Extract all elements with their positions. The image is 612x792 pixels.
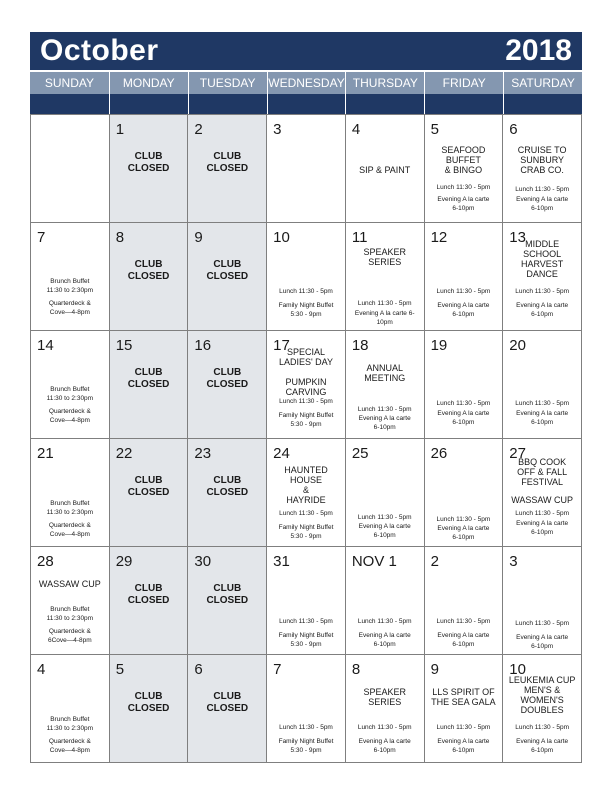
- club-closed-label: CLUB CLOSED: [127, 583, 170, 606]
- day-number: 27: [509, 445, 526, 462]
- event-title: LLS SPIRIT OF THE SEA GALA: [431, 687, 496, 707]
- event-hours: Evening A la carte 6-10pm: [437, 632, 490, 648]
- day-cell: [503, 331, 582, 439]
- day-number: 6: [194, 661, 203, 678]
- event-hours: Evening A la carte 6-10pm: [437, 410, 490, 426]
- day-number: 4: [37, 661, 46, 678]
- day-number: 23: [194, 445, 212, 462]
- event-hours: Evening A la carte 6-10pm: [358, 738, 411, 754]
- day-number: 15: [115, 337, 133, 354]
- weekday-wednesday: WEDNESDAY: [267, 72, 346, 94]
- day-cell: [425, 655, 504, 763]
- day-cell: [31, 439, 110, 547]
- club-closed-label: CLUB CLOSED: [127, 691, 170, 714]
- day-number: 7: [37, 229, 46, 246]
- event-hours: Lunch 11:30 - 5pm: [436, 516, 491, 523]
- event-title: BBQ COOK OFF & FALL FESTIVAL: [517, 457, 568, 487]
- day-cell: [425, 547, 504, 655]
- day-cell: [31, 115, 110, 223]
- weekday-tuesday: TUESDAY: [188, 72, 267, 94]
- day-cell: [110, 547, 189, 655]
- day-cell: [267, 115, 346, 223]
- event-hours: Family Night Buffet 5:30 - 9pm: [278, 738, 334, 754]
- event-title: SIP & PAINT: [359, 165, 411, 175]
- day-number: 20: [509, 337, 526, 354]
- event-hours: Brunch Buffet 11:30 to 2:30pm: [46, 716, 94, 732]
- day-number: 5: [430, 121, 439, 138]
- event-hours: Family Night Buffet 5:30 - 9pm: [278, 412, 334, 428]
- day-cell: [188, 439, 267, 547]
- event-hours: Brunch Buffet 11:30 to 2:30pm: [46, 386, 94, 402]
- event-hours: Lunch 11:30 - 5pm: [515, 400, 569, 407]
- day-number: 2: [430, 553, 439, 570]
- event-hours: Lunch 11:30 - 5pm: [357, 724, 412, 731]
- day-cell: [188, 223, 267, 331]
- event-hours: Lunch 11:30 - 5pm: [279, 398, 333, 405]
- event-title: WASSAW CUP: [38, 579, 101, 589]
- day-cell: [31, 223, 110, 331]
- day-number: 30: [194, 553, 212, 570]
- day-cell: [110, 331, 189, 439]
- day-cell: [188, 655, 267, 763]
- day-number: 9: [430, 661, 439, 678]
- event-hours: Evening A la carte 6-10pm: [437, 302, 490, 318]
- event-hours: Evening A la carte 6-10pm: [358, 632, 411, 648]
- club-closed-label: CLUB CLOSED: [127, 367, 170, 390]
- event-title: SEAFOOD BUFFET & BINGO: [441, 145, 486, 175]
- day-cell: [346, 331, 425, 439]
- day-cell: [503, 223, 582, 331]
- event-hours: Quarterdeck & Cove—4-8pm: [48, 738, 91, 754]
- day-cell: [267, 655, 346, 763]
- event-hours: Quarterdeck & 6Cove—4-8pm: [47, 628, 92, 644]
- day-cell: [267, 547, 346, 655]
- event-hours: Lunch 11:30 - 5pm: [357, 300, 412, 307]
- event-hours: Lunch 11:30 - 5pm: [279, 724, 333, 731]
- day-number: 3: [509, 553, 518, 570]
- event-hours: Lunch 11:30 - 5pm: [436, 618, 491, 625]
- day-number: 8: [351, 661, 361, 678]
- day-cell: [267, 331, 346, 439]
- day-number: 9: [194, 229, 203, 246]
- event-hours: Quarterdeck & Cove—4-8pm: [48, 300, 91, 316]
- event-title: CRUISE TO SUNBURY CRAB CO.: [517, 145, 567, 175]
- event-hours: Lunch 11:30 - 5pm: [436, 400, 491, 407]
- day-cell: [188, 331, 267, 439]
- day-cell: [188, 115, 267, 223]
- club-closed-label: CLUB CLOSED: [127, 475, 170, 498]
- event-hours: Lunch 11:30 - 5pm: [357, 406, 412, 413]
- day-cell: [110, 439, 189, 547]
- day-cell: [503, 655, 582, 763]
- event-hours: Lunch 11:30 - 5pm: [279, 510, 333, 517]
- day-cell: [425, 331, 504, 439]
- event-hours: Brunch Buffet 11:30 to 2:30pm: [46, 606, 94, 622]
- day-cell: [346, 547, 425, 655]
- weekday-sunday: SUNDAY: [44, 76, 94, 90]
- event-hours: Brunch Buffet 11:30 to 2:30pm: [46, 500, 94, 516]
- club-closed-label: CLUB CLOSED: [206, 367, 249, 390]
- event-hours: Family Night Buffet 5:30 - 9pm: [278, 632, 334, 648]
- event-hours: Lunch 11:30 - 5pm: [279, 288, 333, 295]
- event-hours: Lunch 11:30 - 5pm: [515, 510, 569, 517]
- day-number: 16: [194, 337, 212, 354]
- club-closed-label: CLUB CLOSED: [206, 475, 249, 498]
- club-closed-label: CLUB CLOSED: [206, 259, 249, 282]
- event-hours: Evening A la carte 6-10pm: [516, 302, 569, 318]
- club-closed-label: CLUB CLOSED: [127, 151, 170, 174]
- day-number: 26: [430, 445, 448, 462]
- event-hours: Brunch Buffet 11:30 to 2:30pm: [46, 278, 94, 294]
- club-closed-label: CLUB CLOSED: [206, 691, 249, 714]
- event-title: SPECIAL LADIES' DAY: [278, 347, 334, 367]
- weekday-header-row: [30, 70, 582, 94]
- weekday-friday: FRIDAY: [424, 72, 503, 94]
- day-cell: [110, 655, 189, 763]
- day-number: 5: [115, 661, 125, 678]
- day-cell: [346, 223, 425, 331]
- event-hours: Quarterdeck & Cove—4-8pm: [48, 522, 91, 538]
- weekday-saturday: SATURDAY: [503, 72, 582, 94]
- day-cell: [425, 115, 504, 223]
- weekday-monday: MONDAY: [109, 72, 188, 94]
- event-hours: Evening A la carte 6-10pm: [516, 196, 569, 212]
- month-title: October: [40, 34, 159, 67]
- day-number: 10: [509, 661, 526, 678]
- event-hours: Evening A la carte 6-10pm: [516, 634, 569, 650]
- club-closed-label: CLUB CLOSED: [206, 583, 249, 606]
- calendar: [30, 32, 582, 763]
- day-cell: [503, 439, 582, 547]
- event-hours: Evening A la carte 6-10pm: [516, 410, 569, 426]
- event-title: MIDDLE SCHOOL HARVEST DANCE: [520, 239, 564, 279]
- event-hours: Lunch 11:30 - 5pm: [436, 724, 491, 731]
- event-title: PUMPKIN CARVING: [285, 377, 327, 397]
- day-number: 14: [37, 337, 54, 354]
- day-number: 22: [115, 445, 133, 462]
- event-hours: Family Night Buffet 5:30 - 9pm: [278, 302, 334, 318]
- day-cell: [425, 439, 504, 547]
- club-closed-label: CLUB CLOSED: [206, 151, 249, 174]
- header-band: [30, 94, 582, 114]
- day-number: 7: [273, 661, 282, 678]
- day-number: 29: [115, 553, 133, 570]
- event-hours: Lunch 11:30 - 5pm: [436, 184, 491, 191]
- event-hours: Lunch 11:30 - 5pm: [515, 620, 569, 627]
- event-hours: Evening A la carte 6-10pm: [437, 196, 490, 212]
- day-number: 3: [273, 121, 282, 138]
- event-hours: Lunch 11:30 - 5pm: [515, 724, 569, 731]
- day-cell: [31, 547, 110, 655]
- event-hours: Family Night Buffet 5:30 - 9pm: [278, 524, 334, 540]
- day-number: 4: [351, 121, 361, 138]
- day-cell: [110, 115, 189, 223]
- event-hours: Evening A la carte 6-10pm: [358, 415, 411, 431]
- day-cell: [31, 331, 110, 439]
- event-hours: Evening A la carte 6-10pm: [358, 523, 411, 539]
- event-hours: Lunch 11:30 - 5pm: [515, 186, 569, 193]
- event-hours: Evening A la carte 6-10pm: [516, 738, 569, 754]
- year-title: 2018: [505, 34, 572, 67]
- day-number: 17: [273, 337, 290, 354]
- day-number: 28: [37, 553, 54, 570]
- day-number: 12: [430, 229, 448, 246]
- day-number: 11: [351, 229, 368, 246]
- day-cell: [31, 655, 110, 763]
- day-cell: [110, 223, 189, 331]
- day-number: 1: [115, 121, 125, 138]
- event-hours: Lunch 11:30 - 5pm: [436, 288, 491, 295]
- event-title: LEUKEMIA CUP MEN'S & WOMEN'S DOUBLES: [508, 675, 576, 715]
- day-cell: [503, 115, 582, 223]
- event-hours: Lunch 11:30 - 5pm: [357, 618, 412, 625]
- event-title: WASSAW CUP: [511, 495, 574, 505]
- event-hours: Lunch 11:30 - 5pm: [357, 514, 412, 521]
- event-hours: Evening A la carte 6-10pm: [437, 525, 490, 541]
- event-title: SPEAKER SERIES: [363, 247, 406, 267]
- event-hours: Evening A la carte 6-10pm: [437, 738, 490, 754]
- event-hours: Evening A la carte 6-10pm: [354, 310, 415, 326]
- day-number: 25: [351, 445, 369, 462]
- event-hours: Lunch 11:30 - 5pm: [279, 618, 333, 625]
- day-cell: [503, 547, 582, 655]
- day-number: 13: [509, 229, 526, 246]
- event-hours: Evening A la carte 6-10pm: [516, 520, 569, 536]
- day-number: 18: [351, 337, 369, 354]
- event-title: HAUNTED HOUSE & HAYRIDE: [284, 465, 328, 505]
- day-cell: [346, 439, 425, 547]
- event-hours: Lunch 11:30 - 5pm: [515, 288, 569, 295]
- weekday-thursday: THURSDAY: [345, 72, 424, 94]
- day-number: 21: [37, 445, 54, 462]
- day-cell: [188, 547, 267, 655]
- day-number: 6: [509, 121, 518, 138]
- day-cell: [267, 223, 346, 331]
- day-cell: [425, 223, 504, 331]
- day-number: 31: [273, 553, 290, 570]
- event-title: ANNUAL MEETING: [364, 363, 406, 383]
- day-number: NOV 1: [351, 553, 397, 570]
- day-cell: [346, 115, 425, 223]
- day-number: 19: [430, 337, 448, 354]
- day-grid: [30, 114, 582, 763]
- event-hours: Quarterdeck & Cove—4-8pm: [48, 408, 91, 424]
- event-title: SPEAKER SERIES: [363, 687, 406, 707]
- day-cell: [346, 655, 425, 763]
- day-number: 8: [115, 229, 125, 246]
- club-closed-label: CLUB CLOSED: [127, 259, 170, 282]
- day-number: 24: [273, 445, 290, 462]
- calendar-header: [30, 32, 582, 70]
- day-number: 2: [194, 121, 203, 138]
- day-number: 10: [273, 229, 290, 246]
- day-cell: [267, 439, 346, 547]
